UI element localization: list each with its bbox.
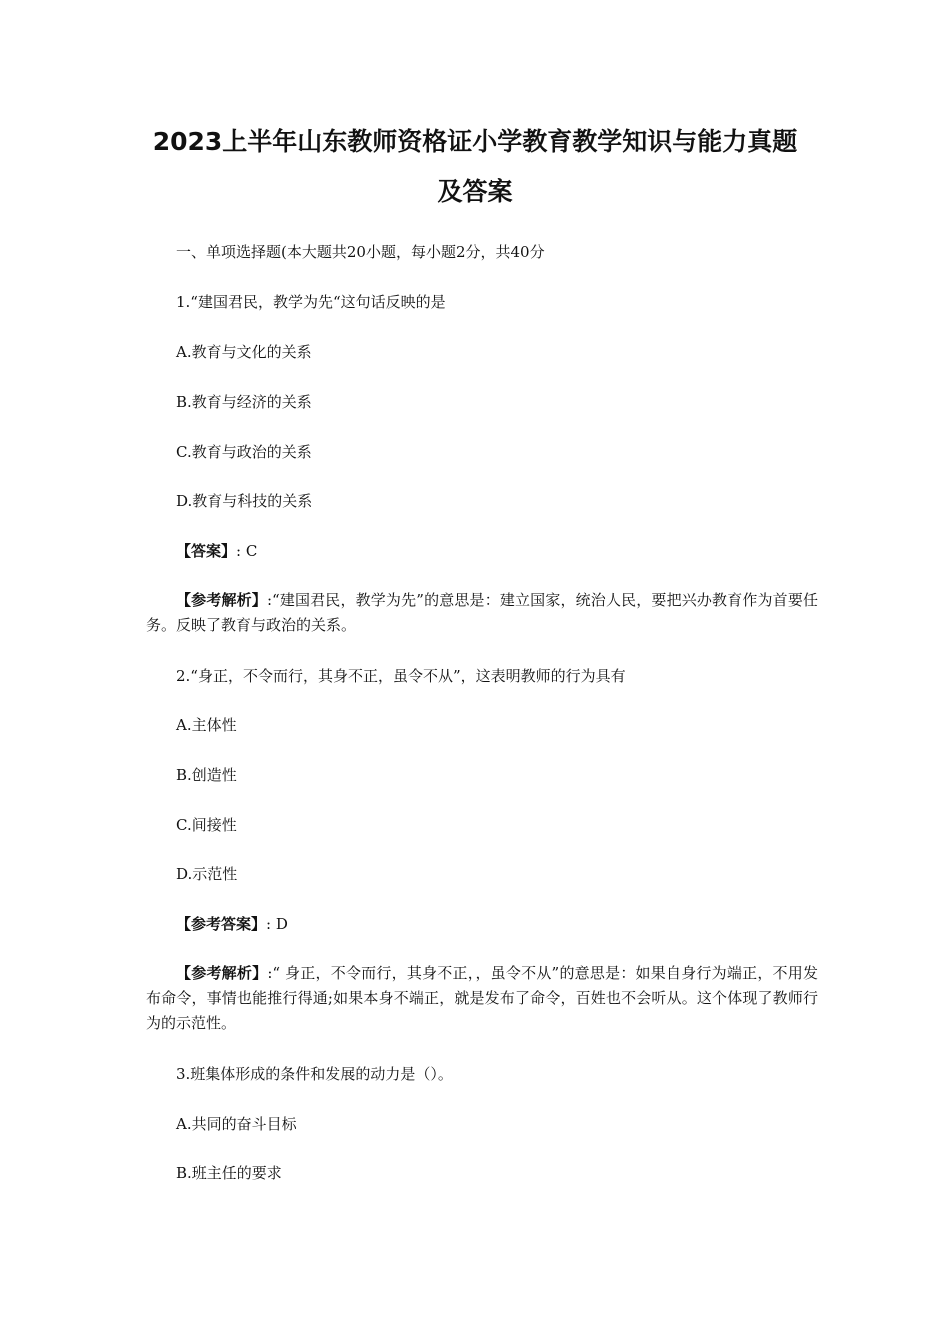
question-1-option-a: A.教育与文化的关系 — [176, 343, 312, 361]
question-2-answer — [176, 914, 288, 934]
question-1-option-c: C.教育与政治的关系 — [176, 443, 312, 461]
question-3-option-b: B.班主任的要求 — [176, 1164, 282, 1182]
document-title-line2: 及答案 — [437, 177, 513, 206]
answer-value: : D — [266, 915, 288, 933]
question-2-option-c: C.间接性 — [176, 816, 237, 834]
question-1-option-b: B.教育与经济的关系 — [176, 393, 312, 411]
question-2-option-b: B.创造性 — [176, 766, 237, 784]
question-1-analysis — [146, 588, 818, 638]
analysis-label: 【参考解析】 — [176, 964, 268, 982]
question-2-analysis — [146, 961, 818, 1036]
analysis-text: :“ 身正，不令而行，其身不正，，虽令不从”的意思是：如果自身行为端正，不用发布命令，事情也能推行得通;如果本身不端正，就是发布了命令，百姓也不会听从。这个体现了教师行为的示范性。 — [146, 964, 818, 1032]
question-3-option-a: A.共同的奋斗目标 — [176, 1115, 297, 1133]
document-title-line1: 2023上半年山东教师资格证小学教育教学知识与能力真题 — [152, 127, 798, 156]
question-2-option-a: A.主体性 — [176, 716, 237, 734]
question-1-stem: 1.“建国君民，教学为先“这句话反映的是 — [176, 293, 446, 311]
section-heading: 一、单项选择题(本大题共20小题，每小题2分，共40分 — [176, 243, 545, 261]
answer-value: : C — [236, 542, 258, 560]
question-2-option-d: D.示范性 — [176, 865, 238, 883]
answer-label: 【参考答案】 — [176, 915, 267, 933]
question-1-option-d: D.教育与科技的关系 — [176, 492, 313, 510]
question-2-stem: 2.“身正，不令而行，其身不正，虽令不从”，这表明教师的行为具有 — [176, 667, 626, 685]
analysis-text: :“建国君民，教学为先”的意思是：建立国家，统治人民，要把兴办教育作为首要任务。反映了教育与政治的关系。 — [146, 591, 818, 634]
question-3-stem: 3.班集体形成的条件和发展的动力是（）。 — [176, 1065, 453, 1083]
analysis-label: 【参考解析】 — [176, 591, 267, 609]
question-1-answer — [176, 541, 257, 561]
answer-label: 【答案】 — [176, 542, 237, 560]
